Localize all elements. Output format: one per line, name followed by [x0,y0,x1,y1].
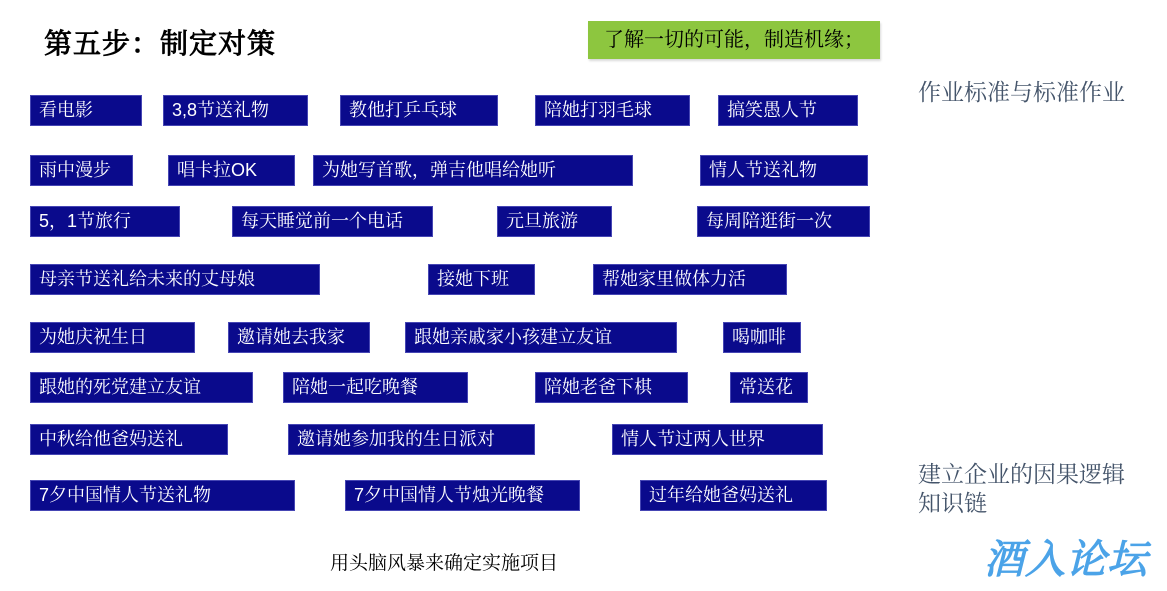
page-title: 第五步：制定对策 [44,28,277,59]
brainstorm-note: 接她下班 [428,264,535,295]
brainstorm-note: 7夕中国情人节烛光晚餐 [345,480,580,511]
brainstorm-note: 陪她一起吃晚餐 [283,372,468,403]
brainstorm-note: 陪她打羽毛球 [535,95,690,126]
brainstorm-note: 情人节过两人世界 [612,424,823,455]
brainstorm-note: 教他打乒乓球 [340,95,498,126]
brainstorm-note: 跟她的死党建立友谊 [30,372,253,403]
brainstorm-note: 搞笑愚人节 [718,95,858,126]
brainstorm-note: 常送花 [730,372,808,403]
brainstorm-note: 看电影 [30,95,142,126]
brainstorm-note: 母亲节送礼给未来的丈母娘 [30,264,320,295]
brainstorm-note: 唱卡拉OK [168,155,295,186]
brainstorm-note: 邀请她去我家 [228,322,370,353]
brainstorm-note: 5，1节旅行 [30,206,180,237]
brainstorm-note: 过年给她爸妈送礼 [640,480,827,511]
brainstorm-note: 跟她亲戚家小孩建立友谊 [405,322,677,353]
watermark: 酒入论坛 [984,538,1148,582]
brainstorm-note: 邀请她参加我的生日派对 [288,424,535,455]
brainstorm-note: 帮她家里做体力活 [593,264,787,295]
brainstorm-note: 雨中漫步 [30,155,133,186]
highlight-banner: 了解一切的可能，制造机缘； [588,21,880,59]
brainstorm-note: 情人节送礼物 [700,155,868,186]
brainstorm-note: 为她庆祝生日 [30,322,195,353]
brainstorm-note: 陪她老爸下棋 [535,372,688,403]
brainstorm-note: 中秋给他爸妈送礼 [30,424,228,455]
side-note-bottom: 建立企业的因果逻辑知识链 [918,461,1125,517]
side-note-top: 作业标准与标准作业 [918,79,1125,105]
brainstorm-note: 每周陪逛街一次 [697,206,870,237]
brainstorm-note: 7夕中国情人节送礼物 [30,480,295,511]
brainstorm-note: 喝咖啡 [723,322,801,353]
brainstorm-note: 每天睡觉前一个电话 [232,206,433,237]
brainstorm-note: 为她写首歌，弹吉他唱给她听 [313,155,633,186]
footer-caption: 用头脑风暴来确定实施项目 [330,553,559,574]
brainstorm-note: 3,8节送礼物 [163,95,308,126]
brainstorm-note: 元旦旅游 [497,206,612,237]
